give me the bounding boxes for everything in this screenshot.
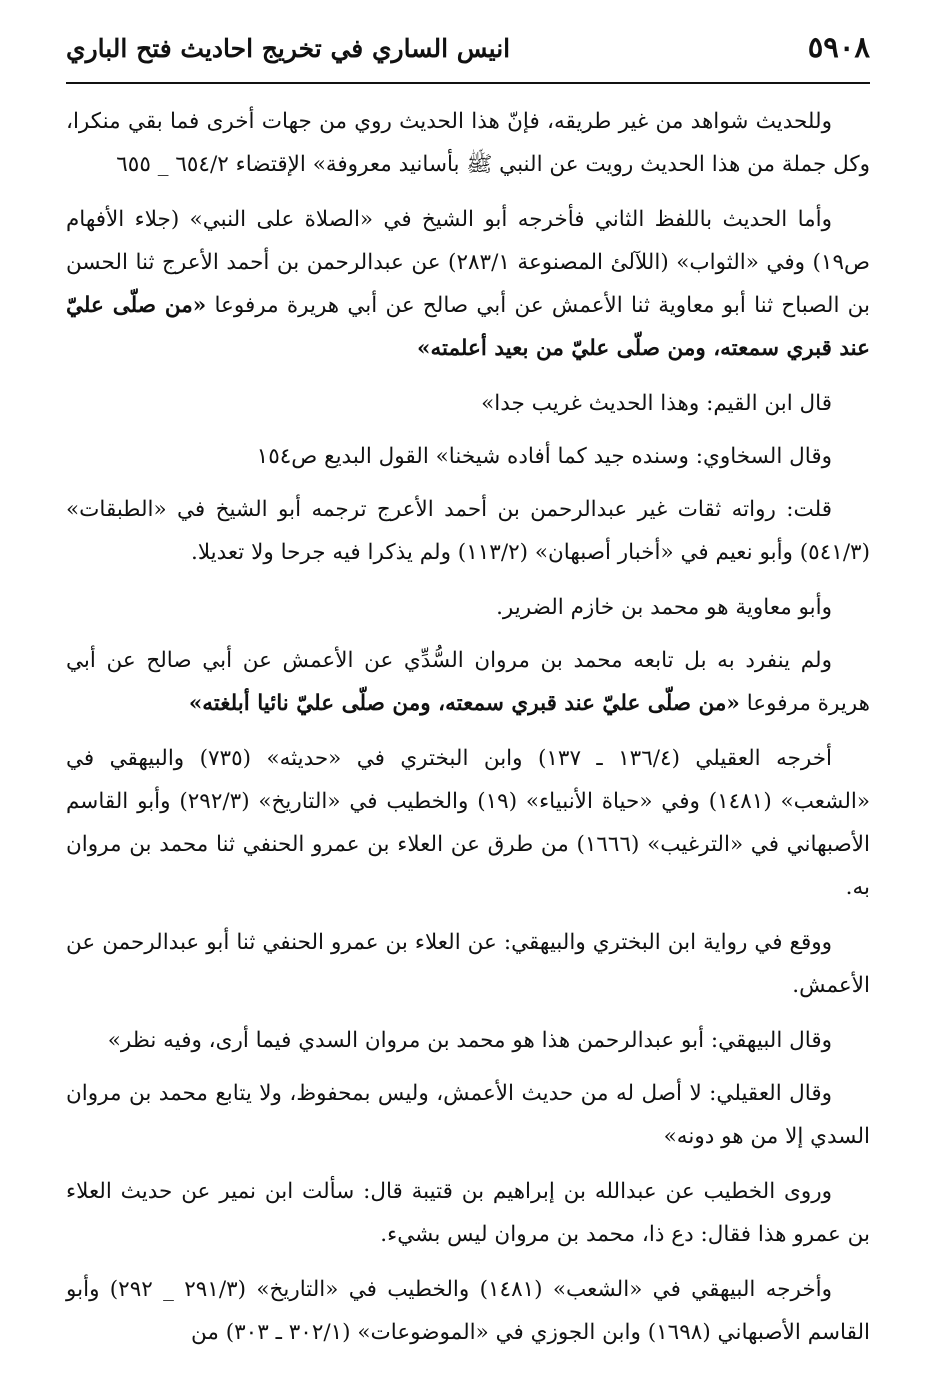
paragraph-2: وأما الحديث باللفظ الثاني فأخرجه أبو الشيخ في «الصلاة على النبي» (جلاء الأفهام ص١٩) وفي «الثواب» (اللآلئ المصنوعة ٢٨٣/١) عن عبدالرحمن بن أحمد الأعرج ثنا الحسن بن الصباح ثنا أبو معاوية ثنا الأعمش عن أبي صالح عن أبي هريرة مرفوعا «من صلّى عليّ عند قبري سمعته، ومن صلّى عليّ من بعيد أعلمته» bbox=[66, 207, 870, 361]
hadith-quote: «من صلّى عليّ عند قبري سمعته، ومن صلّى عليّ من بعيد أعلمته» bbox=[66, 293, 870, 361]
paragraph-6: وأبو معاوية هو محمد بن خازم الضرير. bbox=[496, 595, 832, 620]
page-body bbox=[66, 100, 870, 1366]
running-title: انيس الساري في تخريج احاديث فتح الباري bbox=[66, 34, 511, 63]
hadith-quote: «من صلّى عليّ عند قبري سمعته، ومن صلّى عليّ نائيا أبلغته» bbox=[188, 691, 740, 716]
paragraph-12: وروى الخطيب عن عبدالله بن إبراهيم بن قتيبة قال: سألت ابن نمير عن حديث العلاء بن عمرو هذا فقال: دع ذا، محمد بن مروان ليس بشيء. bbox=[66, 1179, 870, 1247]
page-header bbox=[66, 30, 870, 84]
paragraph-10: وقال البيهقي: أبو عبدالرحمن هذا هو محمد بن مروان السدي فيما أرى، وفيه نظر» bbox=[107, 1028, 832, 1053]
paragraph-3: قال ابن القيم: وهذا الحديث غريب جدا» bbox=[481, 391, 832, 416]
paragraph-8: أخرجه العقيلي (١٣٦/٤ ـ ١٣٧) وابن البختري في «حديثه» (٧٣٥) والبيهقي في «الشعب» (١٤٨١) وفي «حياة الأنبياء» (١٩) والخطيب في «التاريخ» (٢٩٢/٣) وأبو القاسم الأصبهاني في «الترغيب» (١٦٦٦) من طرق عن العلاء بن عمرو الحنفي ثنا محمد بن مروان به. bbox=[66, 746, 871, 900]
paragraph-7: ولم ينفرد به بل تابعه محمد بن مروان السُّدِّي عن الأعمش عن أبي صالح عن أبي هريرة مرفوعا «من صلّى عليّ عند قبري سمعته، ومن صلّى عليّ نائيا أبلغته» bbox=[66, 648, 870, 716]
paragraph-4: وقال السخاوي: وسنده جيد كما أفاده شيخنا» القول البديع ص١٥٤ bbox=[256, 444, 832, 469]
paragraph-13: وأخرجه البيهقي في «الشعب» (١٤٨١) والخطيب في «التاريخ» (٢٩١/٣ _ ٢٩٢) وأبو القاسم الأصبهاني (١٦٩٨) وابن الجوزي في «الموضوعات» (٣٠٢/١ ـ ٣٠٣) من bbox=[66, 1277, 870, 1345]
paragraph-11: وقال العقيلي: لا أصل له من حديث الأعمش، وليس بمحفوظ، ولا يتابع محمد بن مروان السدي إلا من هو دونه» bbox=[66, 1081, 870, 1149]
paragraph-1: وللحديث شواهد من غير طريقه، فإنّ هذا الحديث روي من جهات أخرى فما بقي منكرا، وكل جملة من هذا الحديث رويت عن النبي ﷺ بأسانيد معروفة» الإقتضاء ٦٥٤/٢ _ ٦٥٥ bbox=[66, 109, 870, 177]
paragraph-9: ووقع في رواية ابن البختري والبيهقي: عن العلاء بن عمرو الحنفي ثنا أبو عبدالرحمن عن الأعمش. bbox=[66, 930, 870, 998]
paragraph-5: قلت: رواته ثقات غير عبدالرحمن بن أحمد الأعرج ترجمه أبو الشيخ في «الطبقات» (٥٤١/٣) وأبو نعيم في «أخبار أصبهان» (١١٣/٢) ولم يذكرا فيه جرحا ولا تعديلا. bbox=[66, 497, 870, 565]
page-number: ٥٩٠٨ bbox=[807, 30, 870, 64]
